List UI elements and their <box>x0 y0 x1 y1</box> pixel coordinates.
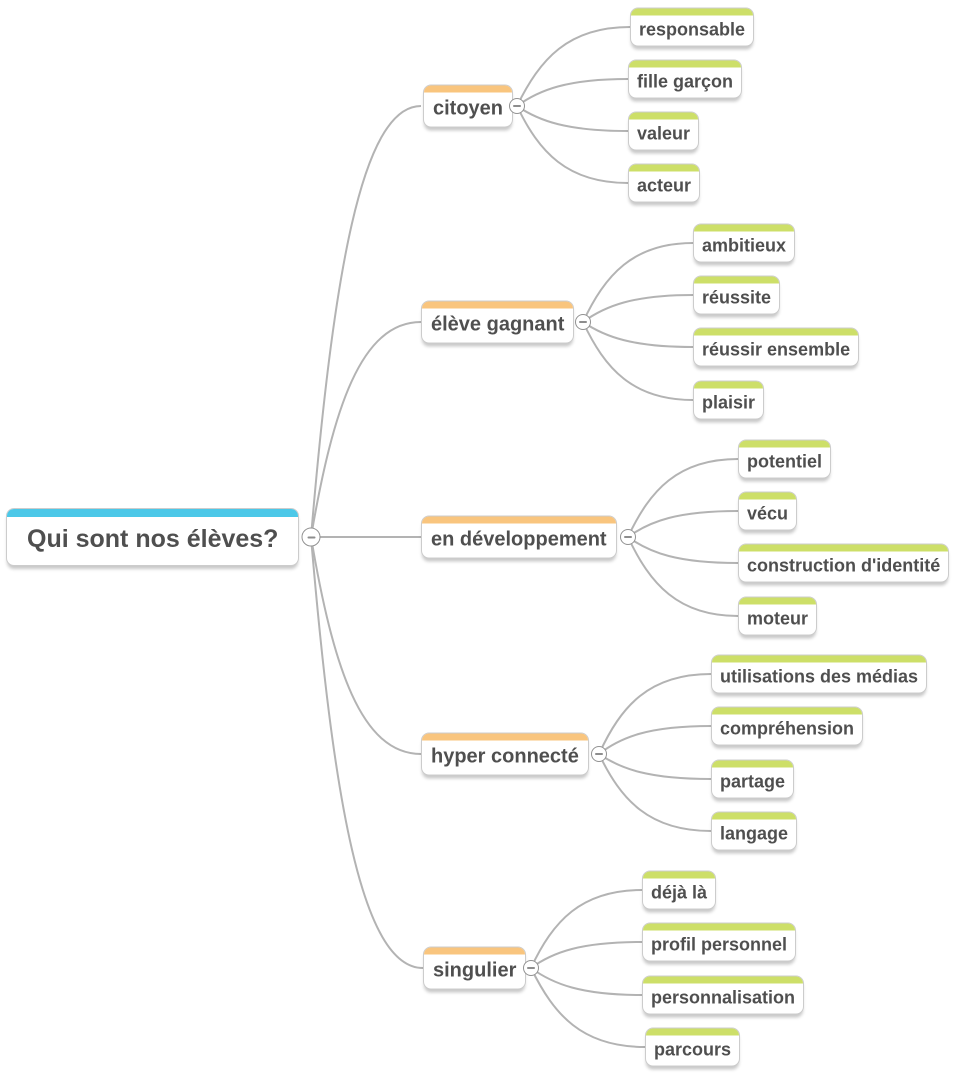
leaf-fille-garcon[interactable] <box>628 60 742 99</box>
leaf-label: responsable <box>639 19 746 40</box>
leaf-color-bar <box>712 813 796 820</box>
leaf-color-bar <box>739 598 816 605</box>
leaf-moteur[interactable] <box>738 597 817 636</box>
leaf-label: ambitieux <box>702 235 787 256</box>
leaf-color-bar <box>643 872 715 879</box>
minus-icon <box>579 321 587 323</box>
collapse-toggle-singulier[interactable] <box>523 960 539 976</box>
leaf-deja-la[interactable] <box>642 871 716 910</box>
leaf-color-bar <box>712 708 862 715</box>
leaf-color-bar <box>694 225 794 232</box>
leaf-color-bar <box>739 441 830 448</box>
leaf-label: potentiel <box>747 451 822 472</box>
connector <box>517 106 628 183</box>
connector <box>583 243 693 322</box>
leaf-langage[interactable] <box>711 812 797 851</box>
collapse-toggle-hyper-connecte[interactable] <box>591 746 607 762</box>
connector <box>628 537 738 563</box>
branch-label: en développement <box>431 528 607 551</box>
connector <box>583 295 693 322</box>
leaf-label: réussir ensemble <box>702 339 851 360</box>
leaf-color-bar <box>712 656 926 663</box>
branch-label: hyper connecté <box>431 745 579 768</box>
branch-color-bar <box>424 86 512 93</box>
connector <box>531 942 642 968</box>
leaf-label: compréhension <box>720 718 855 739</box>
leaf-reussir-ensemble[interactable] <box>693 328 859 367</box>
leaf-color-bar <box>694 329 858 336</box>
branch-color-bar <box>422 734 588 741</box>
connector <box>517 106 628 131</box>
minus-icon <box>513 105 521 107</box>
leaf-label: réussite <box>702 287 772 308</box>
leaf-valeur[interactable] <box>628 112 699 151</box>
connector <box>583 322 693 347</box>
branch-color-bar <box>422 302 573 309</box>
leaf-label: valeur <box>637 123 691 144</box>
connector <box>583 322 693 400</box>
branch-color-bar <box>422 517 616 524</box>
leaf-vecu[interactable] <box>738 492 797 531</box>
connector <box>628 537 738 616</box>
connector <box>311 322 421 537</box>
connector <box>599 754 711 831</box>
connector <box>517 79 628 106</box>
leaf-color-bar <box>694 277 779 284</box>
leaf-label: fille garçon <box>637 71 734 92</box>
leaf-label: construction d'identité <box>747 555 941 576</box>
leaf-color-bar <box>646 1029 739 1036</box>
leaf-plaisir[interactable] <box>693 381 764 420</box>
leaf-ambitieux[interactable] <box>693 224 795 263</box>
connector <box>628 459 738 537</box>
connector <box>599 754 711 779</box>
minus-icon <box>595 753 603 755</box>
leaf-parcours[interactable] <box>645 1028 740 1067</box>
leaf-label: déjà là <box>651 882 708 903</box>
leaf-color-bar <box>739 545 948 552</box>
connector <box>531 968 645 1047</box>
leaf-reussite[interactable] <box>693 276 780 315</box>
connector <box>599 674 711 754</box>
branch-label: élève gagnant <box>431 313 565 336</box>
connector <box>311 537 421 754</box>
branch-en-developpement[interactable] <box>421 516 617 559</box>
leaf-color-bar <box>631 9 753 16</box>
collapse-toggle-eleve-gagnant[interactable] <box>575 314 591 330</box>
connector <box>531 968 642 995</box>
leaf-responsable[interactable] <box>630 8 754 47</box>
leaf-label: vécu <box>747 503 789 524</box>
connector <box>531 890 642 968</box>
branch-color-bar <box>424 948 525 955</box>
leaf-color-bar <box>712 761 793 768</box>
connector <box>599 726 711 754</box>
leaf-label: parcours <box>654 1039 732 1060</box>
leaf-color-bar <box>629 165 699 172</box>
leaf-label: acteur <box>637 175 692 196</box>
connector <box>311 106 421 537</box>
minus-icon <box>307 536 315 538</box>
leaf-label: langage <box>720 823 789 844</box>
root-label: Qui sont nos élèves? <box>27 525 279 553</box>
branch-label: singulier <box>433 959 517 982</box>
leaf-personnalisation[interactable] <box>642 976 804 1015</box>
leaf-utilisations-des-medias[interactable] <box>711 655 927 694</box>
branch-citoyen[interactable] <box>423 85 513 128</box>
collapse-toggle-en-developpement[interactable] <box>620 529 636 545</box>
leaf-construction-didentite[interactable] <box>738 544 949 583</box>
root-color-bar <box>7 509 298 517</box>
connector <box>517 27 630 106</box>
leaf-label: moteur <box>747 608 809 629</box>
leaf-label: utilisations des médias <box>720 666 919 687</box>
leaf-profil-personnel[interactable] <box>642 923 796 962</box>
leaf-color-bar <box>629 113 698 120</box>
leaf-color-bar <box>643 977 803 984</box>
leaf-color-bar <box>694 382 763 389</box>
branch-singulier[interactable] <box>423 947 526 990</box>
leaf-label: partage <box>720 771 786 792</box>
leaf-label: personnalisation <box>651 987 796 1008</box>
branch-hyper-connecte[interactable] <box>421 733 589 776</box>
leaf-color-bar <box>643 924 795 931</box>
branch-eleve-gagnant[interactable] <box>421 301 574 344</box>
leaf-potentiel[interactable] <box>738 440 831 479</box>
leaf-partage[interactable] <box>711 760 794 799</box>
leaf-comprehension[interactable] <box>711 707 863 746</box>
leaf-label: plaisir <box>702 392 756 413</box>
leaf-color-bar <box>629 61 741 68</box>
leaf-label: profil personnel <box>651 934 788 955</box>
minus-icon <box>527 967 535 969</box>
connector <box>628 511 738 537</box>
leaf-color-bar <box>739 493 796 500</box>
minus-icon <box>624 536 632 538</box>
leaf-acteur[interactable] <box>628 164 700 203</box>
collapse-toggle-citoyen[interactable] <box>509 98 525 114</box>
collapse-toggle-root[interactable] <box>302 528 321 547</box>
root-node[interactable] <box>6 508 299 566</box>
branch-label: citoyen <box>433 97 504 120</box>
